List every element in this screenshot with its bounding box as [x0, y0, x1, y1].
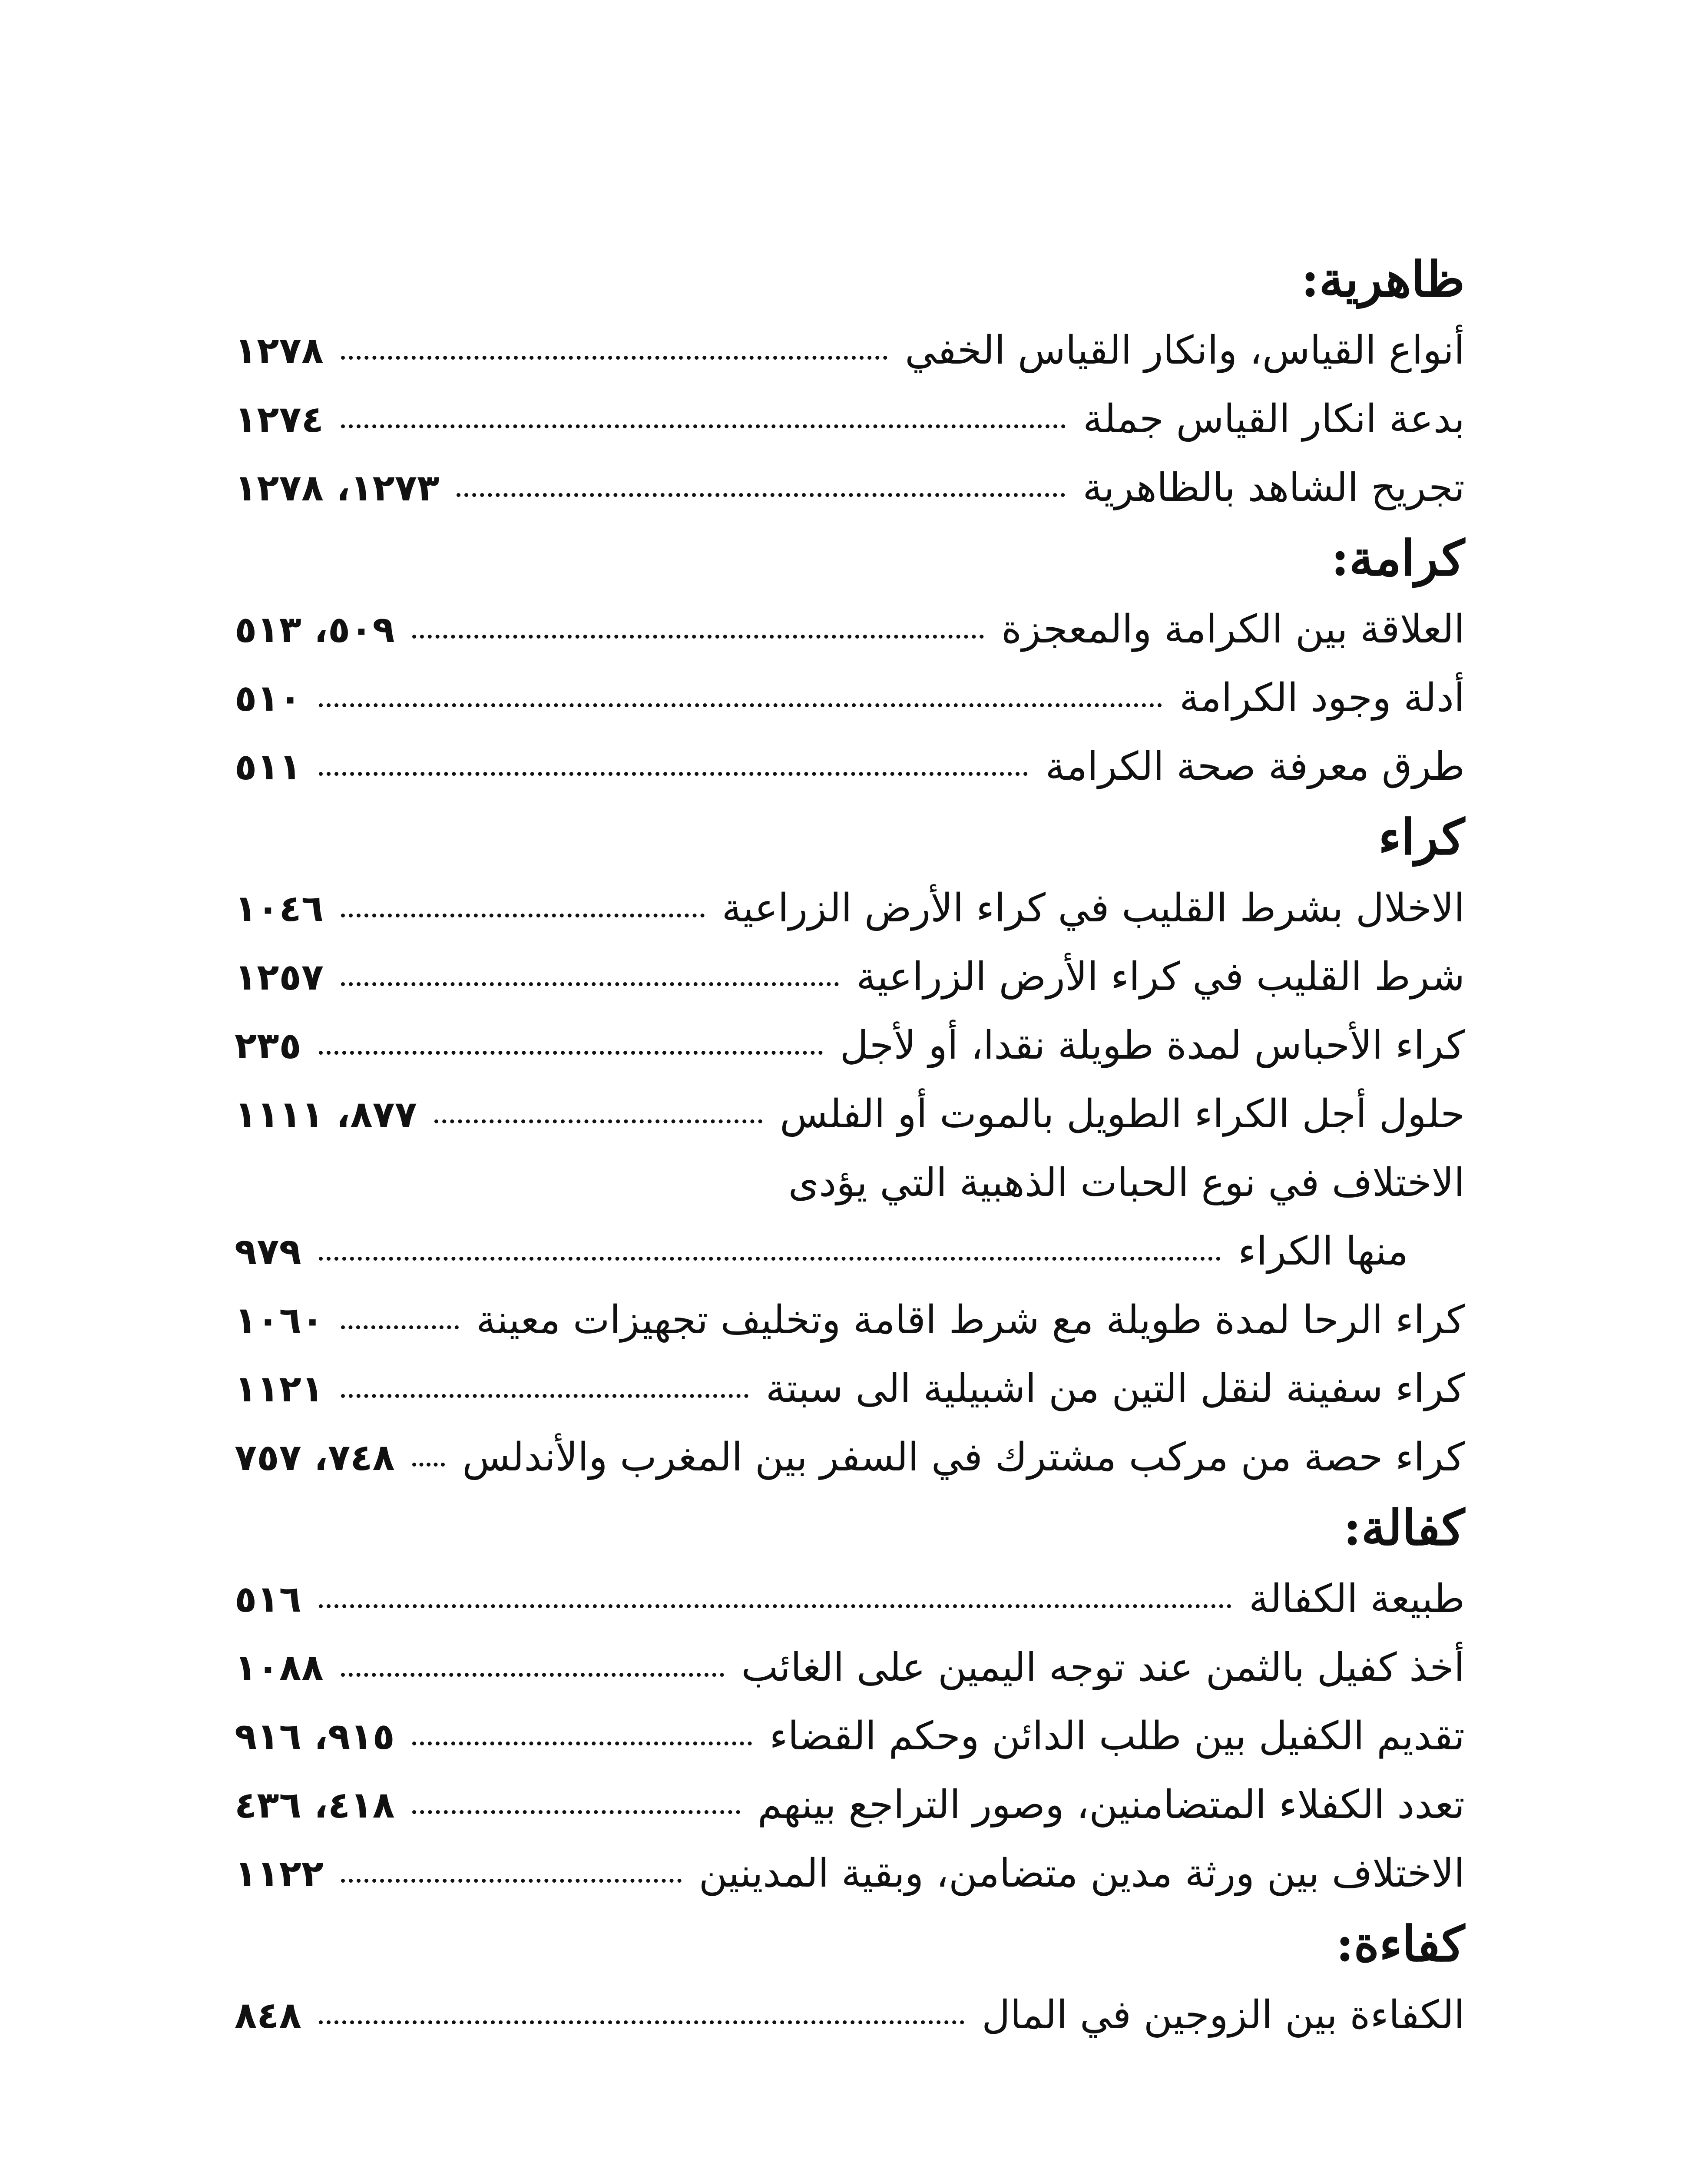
entry-title: أنواع القياس، وانكار القياس الخفي	[905, 328, 1465, 373]
entry-title: تجريح الشاهد بالظاهرية	[1082, 465, 1465, 510]
dot-leader	[341, 1394, 748, 1398]
entry-title: حلول أجل الكراء الطويل بالموت أو الفلس	[780, 1091, 1465, 1137]
dot-leader	[341, 356, 887, 360]
entry-page-numbers: ٥٠٩، ٥١٣	[235, 608, 395, 651]
entry-list	[235, 1981, 1465, 2049]
entry-title: الكفاءة بين الزوجين في المال	[982, 1992, 1465, 2038]
index-entry	[235, 1354, 1465, 1423]
entry-page-numbers: ٨٤٨	[235, 1994, 301, 2036]
entry-list	[235, 1565, 1465, 1908]
entry-title: الاخلال بشرط القليب في كراء الأرض الزراعية	[722, 885, 1465, 931]
entry-page-numbers: ٢٣٥	[235, 1024, 301, 1067]
index-entry	[235, 1011, 1465, 1080]
section-heading: كفاءة:	[1336, 1916, 1465, 1973]
index-entry	[235, 1080, 1465, 1149]
index-entry	[235, 595, 1465, 664]
dot-leader	[412, 1463, 445, 1467]
index-entry	[235, 1423, 1465, 1492]
dot-leader	[412, 635, 984, 639]
entry-page-numbers: ٥١٠	[235, 677, 301, 719]
section-heading: كراء	[1378, 809, 1465, 866]
entry-title: أخذ كفيل بالثمن عند توجه اليمين على الغائب	[741, 1645, 1465, 1690]
dot-leader	[319, 1051, 823, 1055]
entry-title: كراء سفينة لنقل التين من اشبيلية الى سبتة	[765, 1366, 1465, 1411]
entry-title: كراء حصة من مركب مشترك في السفر بين المغرب والأندلس	[462, 1434, 1465, 1480]
entry-page-numbers: ٩١٥، ٩١٦	[235, 1715, 395, 1758]
dot-leader	[341, 424, 1066, 428]
entry-page-numbers: ١٠٤٦	[235, 887, 324, 930]
dot-leader	[319, 2020, 964, 2024]
entry-page-numbers: ٩٧٩	[235, 1230, 301, 1273]
index-entry	[235, 1839, 1465, 1908]
entry-title: الاختلاف بين ورثة مدين متضامن، وبقية المدينين	[698, 1851, 1465, 1896]
entry-page-numbers: ١٢٥٧	[235, 956, 324, 998]
dot-leader	[341, 1879, 682, 1883]
dot-leader	[412, 1742, 752, 1745]
section-heading: كرامة:	[1331, 530, 1465, 587]
dot-leader	[341, 982, 839, 986]
index-entry	[235, 1981, 1465, 2049]
entry-list	[235, 874, 1465, 1492]
entry-title: تقديم الكفيل بين طلب الدائن وحكم القضاء	[769, 1713, 1465, 1759]
index-entry	[235, 1286, 1465, 1354]
entry-page-numbers: ٤١٨، ٤٣٦	[235, 1784, 395, 1826]
entry-list	[235, 316, 1465, 522]
entry-page-numbers: ٥١١	[235, 745, 301, 788]
dot-leader	[341, 1673, 724, 1677]
dot-leader	[434, 1119, 762, 1123]
entry-title: منها الكراء	[1238, 1228, 1408, 1274]
index-entry	[235, 943, 1465, 1011]
index-entry	[235, 1217, 1465, 1286]
entry-page-numbers: ١٢٧٨	[235, 329, 324, 372]
index-entry	[235, 385, 1465, 454]
entry-page-numbers: ٥١٦	[235, 1578, 301, 1620]
entry-title: كراء الأحباس لمدة طويلة نقدا، أو لأجل	[840, 1023, 1465, 1068]
entry-page-numbers: ١١٢١	[235, 1367, 324, 1410]
entry-page-numbers: ١٢٧٤	[235, 398, 324, 440]
index-entry	[235, 1149, 1465, 1217]
entry-page-numbers: ١٢٧٣، ١٢٧٨	[235, 467, 440, 509]
index-entry	[235, 454, 1465, 522]
entry-title: الاختلاف في نوع الحبات الذهبية التي يؤدى	[788, 1160, 1465, 1205]
entry-list	[235, 595, 1465, 801]
entry-title: طبيعة الكفالة	[1249, 1576, 1465, 1622]
entry-title: تعدد الكفلاء المتضامنين، وصور التراجع بينهم	[757, 1782, 1465, 1828]
dot-leader	[319, 1257, 1221, 1261]
index-content	[235, 243, 1465, 2049]
index-entry	[235, 1633, 1465, 1702]
entry-title: أدلة وجود الكرامة	[1179, 675, 1465, 721]
entry-title: العلاقة بين الكرامة والمعجزة	[1001, 606, 1465, 652]
dot-leader	[457, 493, 1065, 497]
entry-page-numbers: ٧٤٨، ٧٥٧	[235, 1436, 395, 1479]
dot-leader	[341, 1325, 459, 1329]
entry-page-numbers: ١٠٦٠	[235, 1299, 324, 1341]
entry-title: بدعة انكار القياس جملة	[1083, 396, 1465, 442]
entry-page-numbers: ١٠٨٨	[235, 1646, 324, 1689]
dot-leader	[341, 914, 705, 917]
index-entry	[235, 874, 1465, 943]
entry-page-numbers: ٨٧٧، ١١١١	[235, 1093, 417, 1136]
dot-leader	[319, 703, 1162, 707]
index-entry	[235, 664, 1465, 732]
index-entry	[235, 1702, 1465, 1771]
entry-title: كراء الرحا لمدة طويلة مع شرط اقامة وتخليف تجهيزات معينة	[476, 1297, 1465, 1343]
entry-title: طرق معرفة صحة الكرامة	[1045, 744, 1465, 789]
index-entry	[235, 316, 1465, 385]
dot-leader	[319, 772, 1028, 776]
entry-title: شرط القليب في كراء الأرض الزراعية	[856, 954, 1465, 1000]
section-heading: كفالة:	[1343, 1500, 1465, 1556]
section-heading: ظاهرية:	[1301, 251, 1465, 308]
index-entry	[235, 732, 1465, 801]
index-entry	[235, 1771, 1465, 1839]
entry-page-numbers: ١١٢٢	[235, 1852, 324, 1895]
index-entry	[235, 1565, 1465, 1633]
dot-leader	[412, 1810, 740, 1814]
dot-leader	[319, 1604, 1231, 1608]
